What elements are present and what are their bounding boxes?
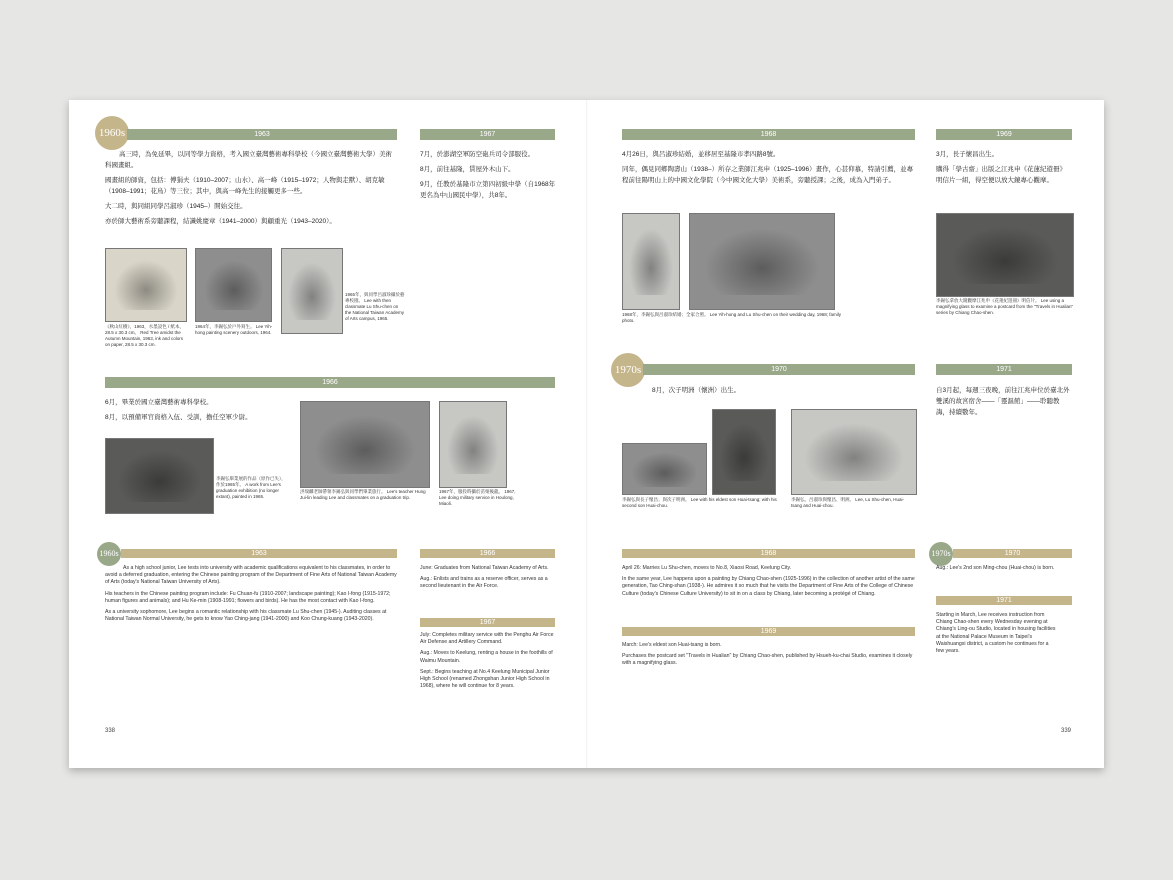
paragraph: 8月，前往基隆，賃屋外木山下。 xyxy=(420,166,515,173)
paragraph: 同年，偶見同鄉陶壽山（1938–）所存之業師江兆申（1925–1996）畫作，心甚仰慕，特請引薦，並專程前往陽明山上的中國文化學院（今中國文化大學）美術系，旁聽授課；之後，成為入門弟子。 xyxy=(622,166,914,184)
paragraph: Purchases the postcard set "Travels in Hualian" by Chiang Chao-shen, published by Hsueh-ku-chai Studio, examines it closely with a magnifying glass. xyxy=(622,653,913,667)
paragraph: In the same year, Lee happens upon a painting by Chiang Chao-shen (1925-1996) in the collection of another artist of the same generation, Tao Ching-shan (1938-). He admires it so much that he visits the Department of Fine Arts of the College of Chinese Culture (today's Chinese Culture University) to sit in on a class by Chiang, later becoming a protégé of Chiang. xyxy=(622,576,915,597)
text-1963-zh xyxy=(105,149,397,231)
caption-sons: 李錫弘與長子懷昌；與次子明洲。 Lee with his eldest son Huai-tsang; with his second son Huai-chou. xyxy=(622,497,777,508)
photo-father-son-1 xyxy=(622,443,707,495)
caption-outdoors: 1964年，李錫弘於戶外寫生。 Lee Yih-hong painting scenery outdoors, 1964. xyxy=(195,324,273,335)
caption-graduation-work: 李錫弘畢業展的作品（原作已失），作於1965年。 A work from Lee's graduation exhibition (no longer extant), painted in 1965. xyxy=(216,476,286,499)
year-bar-1968: 1968 xyxy=(622,129,915,140)
photo-painting-outdoors-1964 xyxy=(195,248,272,322)
text-1971-zh xyxy=(936,385,1072,422)
paragraph: As a high school junior, Lee tests into university with academic qualifications equivalent to his classmates, in order to avoid a deferred graduation, entering the Chinese painting program of the Department of Fine Arts of National Taiwan Academy of Arts (today's National Taiwan University of Arts). xyxy=(105,565,397,586)
text-1970-en xyxy=(936,565,1072,576)
text-1963-en xyxy=(105,565,397,627)
paragraph: 7月，於澎湖空軍防空砲兵司令部服役。 xyxy=(420,151,535,158)
year-bar-1963-en: 1963 xyxy=(121,549,397,558)
year-bar-1966-en: 1966 xyxy=(420,549,555,558)
paragraph: As a university sophomore, Lee begins a romantic relationship with his classmate Lu Shu-chen (1945-). Auditing classes at National Taiwan Normal University, he gets to know Yao Ching-jang (1941-2000) and Koo Chung-kuang (1943-2020). xyxy=(105,609,387,623)
text-1966-en xyxy=(420,565,555,595)
paragraph: Aug.: Moves to Keelung, renting a house in the foothills of Waimu Mountain. xyxy=(420,650,553,664)
paragraph: April 26: Marries Lu Shu-chen, moves to No.8, Xiaosi Road, Keelung City. xyxy=(622,565,792,571)
decade-badge-1970s: 1970s xyxy=(611,353,645,387)
year-bar-1966: 1966 xyxy=(105,377,555,388)
caption-campus: 1965年，與同學呂淑珍攝於藝專校園。 Lee with then classmate Lu Shu-chen on the National Taiwan Academy of Arts campus, 1965. xyxy=(345,292,405,321)
photo-graduation-work xyxy=(105,438,214,514)
paragraph: 購得「學古齋」出版之江兆申《花蓮紀遊冊》明信片一組，得空便以放大鏡專心觀摩。 xyxy=(936,166,1066,184)
paragraph: 高三時，為免延畢，以同等學力資格，考入國立臺灣藝術專科學校（今國立臺灣藝術大學）美術科國畫組。 xyxy=(105,151,392,169)
photo-autumn-mountain-painting xyxy=(105,248,187,322)
caption-military-service: 1967年，服役時攝於苗栗後龍。 1967, Lee doing military service in Houlong, Miaoli. xyxy=(439,489,516,506)
photo-family-group xyxy=(689,213,835,310)
year-bar-1970-en: 1970 xyxy=(953,549,1072,558)
page-number-left: 338 xyxy=(105,728,116,734)
photo-family-outdoors xyxy=(791,409,917,495)
year-bar-1971: 1971 xyxy=(936,364,1072,375)
paragraph: Starting in March, Lee receives instruction from Chiang Chao-shen every Wednesday evening at Chiang's Ling-ou Studio, located in housing facilities at the National Palace Museum in Taipei's Waishuangxi district, a custom he continues for a few years. xyxy=(936,612,1056,655)
year-bar-1968-en: 1968 xyxy=(622,549,915,558)
paragraph: 自3月起，每週三夜晚，前往江兆申位於臺北外雙溪的故宮宿舍——「靈漚館」——聆聽教誨，持續數年。 xyxy=(936,387,1070,416)
paragraph: June: Graduates from National Taiwan Academy of Arts. xyxy=(420,565,549,571)
paragraph: 6月，畢業於國立臺灣藝術專科學校。 xyxy=(105,399,213,406)
decade-badge-1960s: 1960s xyxy=(95,116,129,150)
photo-graduation-trip xyxy=(300,401,430,488)
book-gutter xyxy=(586,100,588,768)
text-1968-en xyxy=(622,565,915,602)
paragraph: His teachers in the Chinese painting program include: Fu Chuan-fu (1910-2007; landscape painting); Kao I-fong (1915-1972; human figures and animals); and Hu Ke-min (1908-1991; flowers and birds). He has the most contact with Kao I-fong. xyxy=(105,590,391,604)
paragraph: 9月，任教於基隆市立第四初級中學（自1968年更名為中山國民中學），共8年。 xyxy=(420,181,556,199)
text-1968-zh xyxy=(622,149,915,190)
paragraph: Sept.: Begins teaching at No.4 Keelung Municipal Junior High School (renamed Zhongshan Junior High School in 1968), where he will continue for 8 years. xyxy=(420,668,550,690)
paragraph: 8月，次子明洲（懷洲）出生。 xyxy=(652,387,741,394)
paragraph: 大二時，與同組同學呂淑珍（1945–）開始交往。 xyxy=(105,203,247,210)
paragraph: 4月26日，與呂淑珍結婚，並移居至基隆市孝四路8號。 xyxy=(622,151,780,158)
text-1969-zh xyxy=(936,149,1072,190)
text-1969-en xyxy=(622,642,915,672)
year-bar-1971-en: 1971 xyxy=(936,596,1072,605)
photo-wedding xyxy=(622,213,680,310)
caption-family-outdoors: 李錫弘、呂淑珍與懷昌、明洲。 Lee, Lu Shu-chen, Huai-tsang and Huai-chou. xyxy=(791,497,905,508)
photo-campus-1965 xyxy=(281,248,343,334)
caption-graduation-trip: 洪瑞麟老師帶領李錫弘與同學們畢業旅行。 Lee's teacher Hung Jui-lin leading Lee and classmates on a graduation trip. xyxy=(300,489,426,500)
decade-badge-1960s-en: 1960s xyxy=(97,542,121,566)
paragraph: 8月，以預備軍官資格入伍、受訓，擔任空軍少尉。 xyxy=(105,414,252,421)
paragraph: Aug.: Enlists and trains as a reserve officer, serves as a second lieutenant in the Air Force. xyxy=(420,576,548,590)
decade-badge-1970s-en: 1970s xyxy=(929,542,953,566)
caption-wedding: 1968年，李錫弘與呂淑珍結婚；全家合照。 Lee Yih-hong and Lu Shu-chen on their wedding day, 1968; family photo. xyxy=(622,312,842,323)
paragraph: Aug.: Lee's 2nd son Ming-chou (Huai-chou) is born. xyxy=(936,565,1055,571)
photo-magnifying-glass xyxy=(936,213,1074,297)
book-spread xyxy=(69,100,1104,768)
paragraph: 3月，長子懷昌出生。 xyxy=(936,151,999,158)
year-bar-1967: 1967 xyxy=(420,129,555,140)
text-1967-en xyxy=(420,632,555,694)
year-bar-1970: 1970 xyxy=(643,364,915,375)
text-1971-en xyxy=(936,612,1056,659)
text-1967-zh xyxy=(420,149,558,205)
caption-magnifying-glass: 李錫弘拿放大鏡觀摩江兆申《花蓮紀遊冊》明信片。 Lee using a magnifying glass to examine a postcard from the "Travels in Hualian" series by Chiang Chao-shen. xyxy=(936,298,1074,315)
photo-father-son-2 xyxy=(712,409,776,495)
photo-military-service xyxy=(439,401,507,488)
year-bar-1969-en: 1969 xyxy=(622,627,915,636)
paragraph: 亦於師大藝術系旁聽課程，結識姚慶章（1941–2000）與顧重光（1943–2020）。 xyxy=(105,218,336,225)
year-bar-1969: 1969 xyxy=(936,129,1072,140)
caption-painting: 《秋山紅樹》，1963，水墨設色 / 紙本，28.5 x 30.3 cm。 Red Tree amidst the Autumn Mountain, 1963, ink and colors on paper, 28.5 x 30.3 cm. xyxy=(105,324,185,347)
paragraph: July: Completes military service with the Penghu Air Force Air Defense and Artillery Command. xyxy=(420,632,554,646)
year-bar-1963: 1963 xyxy=(127,129,397,140)
page-number-right: 339 xyxy=(1061,728,1072,734)
paragraph: 國畫組的師資，包括：傅狷夫（1910–2007；山水）、高一峰（1915–1972；人物與走獸）、胡克敏（1908–1991；花鳥）等三位；其中，與高一峰先生的接觸更多一些。 xyxy=(105,177,385,195)
paragraph: March: Lee's eldest son Huai-tsang is born. xyxy=(622,642,722,648)
year-bar-1967-en: 1967 xyxy=(420,618,555,627)
text-1966-zh xyxy=(105,397,305,427)
text-1970-zh xyxy=(652,385,912,400)
